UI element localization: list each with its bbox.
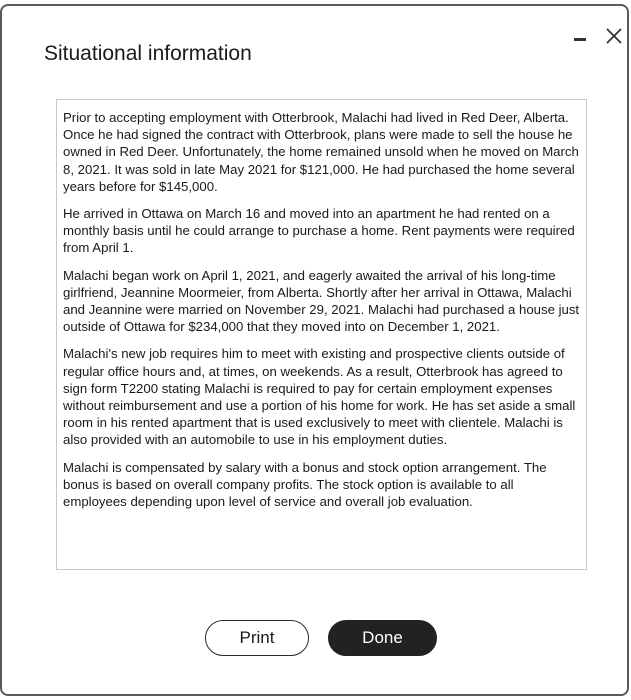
done-button[interactable]: Done <box>328 620 437 656</box>
paragraph: Malachi's new job requires him to meet with existing and prospective clients outside of regular office hours and, at times, on weekends. As a result, Otterbrook has agreed to sign form T2200 stating Malachi is required to pay for certain employment expenses without reimbursement and use a portion of his home for work. He has set aside a small room in his rented apartment that is used exclusively to meet with clientele. Malachi is also provided with an automobile to use in his employment duties. <box>63 346 576 448</box>
dialog-title: Situational information <box>44 42 252 65</box>
paragraph: He arrived in Ottawa on March 16 and moved into an apartment he had rented on a monthly basis until he could arrange to purchase a home. Rent payments were required from April 1. <box>63 206 575 256</box>
situational-info-text <box>56 99 587 570</box>
minimize-icon <box>574 38 586 41</box>
paragraph: Prior to accepting employment with Otterbrook, Malachi had lived in Red Deer, Alberta. Once he had signed the contract with Otterbrook, plans were made to sell the house he owned in Red Deer. Unfortunately, the home remained unsold when he moved on March 8, 2021. It was sold in late May 2021 for $121,000. He had purchased the home several years before for $145,000. <box>63 110 579 194</box>
situational-info-dialog <box>0 4 629 696</box>
close-button[interactable] <box>602 24 626 48</box>
paragraph: Malachi is compensated by salary with a bonus and stock option arrangement. The bonus is based on overall company profits. The stock option is available to all employees depending upon level of service and overall job evaluation. <box>63 459 547 510</box>
minimize-button[interactable] <box>570 28 590 48</box>
print-button[interactable]: Print <box>205 620 309 656</box>
close-icon <box>602 24 626 48</box>
paragraph: Malachi began work on April 1, 2021, and eagerly awaited the arrival of his long-time girlfriend, Jeannine Moormeier, from Alberta. Shortly after her arrival in Ottawa, Malachi and Jeannine were married on November 29, 2021. Malachi had purchased a house just outside of Ottawa for $234,000 that they moved into on December 1, 2021. <box>63 267 580 335</box>
